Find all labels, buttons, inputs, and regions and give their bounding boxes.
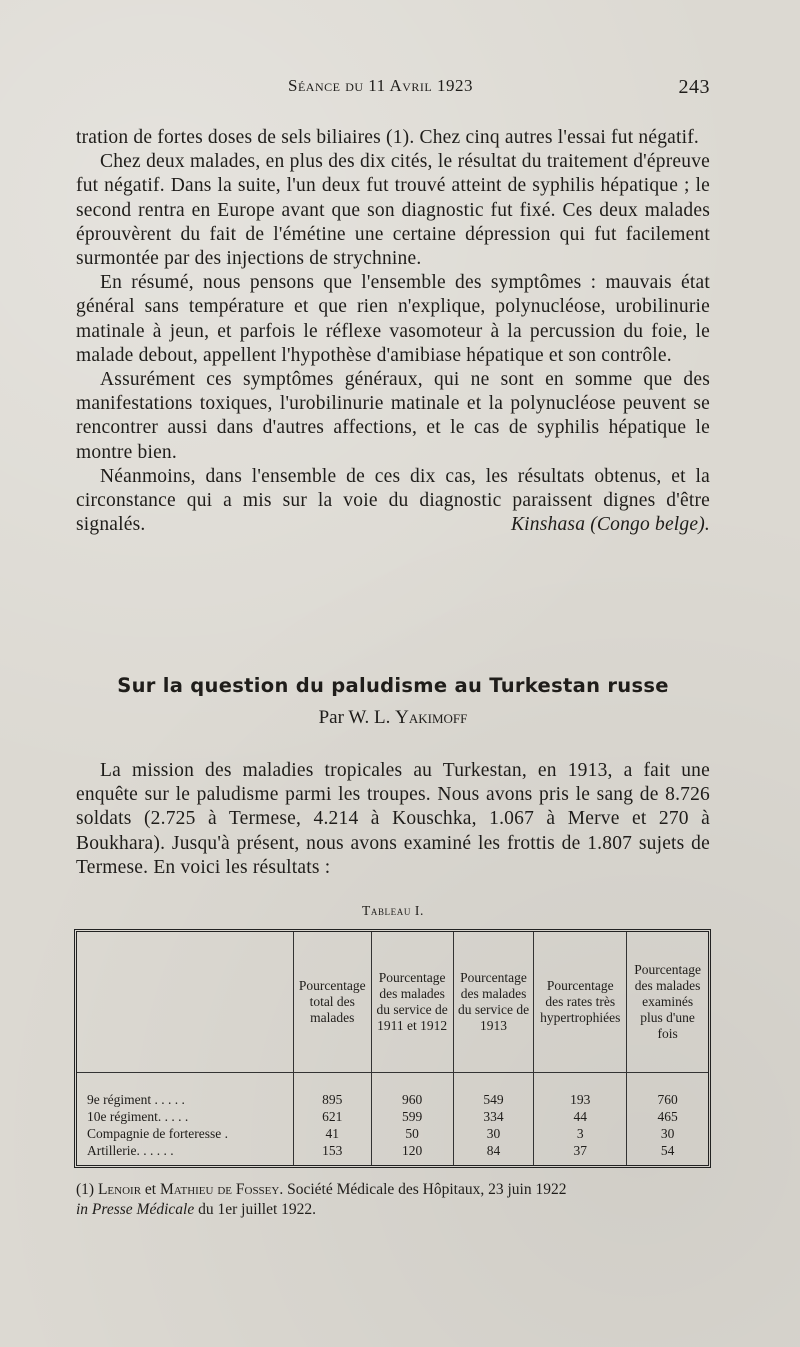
running-title: Séance du 11 Avril 1923 <box>288 76 473 95</box>
continuation-text <box>76 126 710 537</box>
table-cell: 895 <box>294 1091 372 1108</box>
article-title: Sur la question du paludisme au Turkestan russe <box>117 674 669 697</box>
paragraph: En résumé, nous pensons que l'ensemble des symptômes : mauvais état général sans température et que rien n'explique, polynucléose, urobilinurie matinale à jeun, et parfois le réflexe vasomoteur à la percussion du foie, le malade debout, appellent l'hypothèse d'amibiase hépatique et son contrôle. <box>76 272 710 366</box>
table-header-cell <box>77 932 294 1073</box>
table-cell: 465 <box>627 1108 708 1125</box>
row-label: Artillerie. . . . . . <box>87 1143 174 1158</box>
data-table <box>77 932 708 1165</box>
row-label: 10e régiment. . . . . <box>87 1109 189 1124</box>
paragraph: tration de fortes doses de sels biliaires (1). Chez cinq autres l'essai fut négatif. <box>76 127 700 148</box>
table-cell: 334 <box>453 1108 534 1125</box>
author-name: Yakimoff <box>395 707 468 728</box>
table-cell: 549 <box>453 1091 534 1108</box>
footnote-author: Lenoir <box>97 1181 142 1198</box>
paragraph: Chez deux malades, en plus des dix cités, le résultat du traitement d'épreuve fut négatif. Dans la suite, l'un deux fut trouvé atteint de syphilis hépatique ; le second rentra en Europe avant que son diagnostic fut fixé. Ces deux malades éprouvèrent du fait de l'émétine une certaine dépression qui fut facilement surmontée par des injections de strychnine. <box>76 151 710 270</box>
table-cell: 54 <box>627 1142 708 1159</box>
table-cell: 960 <box>371 1091 453 1108</box>
footnote <box>76 1180 710 1220</box>
table-cell: 84 <box>453 1142 534 1159</box>
footnote-conjunction: et <box>144 1181 157 1198</box>
table-row <box>77 1125 708 1142</box>
table-cell: 193 <box>534 1091 627 1108</box>
paragraph <box>76 465 710 538</box>
table-row <box>77 1108 708 1125</box>
row-label: Compagnie de forteresse . <box>87 1126 228 1141</box>
page-header <box>76 76 710 104</box>
table-header-cell: Pourcentage des malades du service de 1911 et 1912 <box>371 932 453 1073</box>
article-intro <box>76 759 710 880</box>
table-cell: 599 <box>371 1108 453 1125</box>
table-cell: 44 <box>534 1108 627 1125</box>
table-row <box>77 1091 708 1108</box>
page-number: 243 <box>678 76 710 98</box>
closing-paragraph <box>76 465 710 538</box>
paragraph: La mission des maladies tropicales au Turkestan, en 1913, a fait une enquête sur le paludisme parmi les troupes. Nous avons pris le sang de 8.726 soldats (2.725 à Termese, 4.214 à Kouschka, 1.067 à Merve et 270 à Boukhara). Jusqu'à présent, nous avons examiné les frottis de 1.807 sujets de Termese. En voici les résultats : <box>76 760 710 878</box>
table-cell: 153 <box>294 1142 372 1159</box>
paragraph-text: Néanmoins, dans l'ensemble de ces dix cas, les résultats obtenus, et la circonstance qui a mis sur la voie du diagnostic paraissent dignes d'être signalés. <box>76 465 710 536</box>
table-cell: 3 <box>534 1125 627 1142</box>
table-cell: 30 <box>627 1125 708 1142</box>
byline-prefix: Par W. L. <box>318 707 391 728</box>
table-cell: 30 <box>453 1125 534 1142</box>
footnote-author: Mathieu de Fossey <box>159 1181 280 1198</box>
byline <box>76 707 710 729</box>
table-header-cell: Pourcentage des rates très hypertrophiées <box>534 932 627 1073</box>
footnote-source: . Société Médicale des Hôpitaux, 23 juin 1922 <box>279 1181 567 1198</box>
footnote-journal: in Presse Médicale <box>76 1201 195 1218</box>
table-cell: 120 <box>371 1142 453 1159</box>
table-label: Tableau I. <box>362 903 424 918</box>
table-cell: 41 <box>294 1125 372 1142</box>
data-table-frame <box>74 929 711 1168</box>
table-cell: 37 <box>534 1142 627 1159</box>
footnote-date: du 1er juillet 1922. <box>198 1201 317 1218</box>
table-cell: 50 <box>371 1125 453 1142</box>
table-header-cell: Pourcentage des malades du service de 1913 <box>453 932 534 1073</box>
table-cell: 621 <box>294 1108 372 1125</box>
table-spacer-row <box>77 1073 708 1092</box>
footnote-marker: (1) <box>76 1181 95 1198</box>
table-header-cell: Pourcentage total des malades <box>294 932 372 1073</box>
table-row <box>77 1142 708 1159</box>
table-cell: 760 <box>627 1091 708 1108</box>
table-header-cell: Pourcentage des malades examinés plus d'une fois <box>627 932 708 1073</box>
table-spacer-row <box>77 1159 708 1165</box>
signoff-place: Kinshasa (Congo belge). <box>510 514 710 536</box>
paragraph: Assurément ces symptômes généraux, qui ne sont en somme que des manifestations toxiques, l'urobilinurie matinale et la polynucléose peuvent se rencontrer aussi dans d'autres affections, et le cas de syphilis hépatique le montre bien. <box>76 369 710 463</box>
table-header-row <box>77 932 708 1073</box>
row-label: 9e régiment . . . . . <box>87 1092 185 1107</box>
